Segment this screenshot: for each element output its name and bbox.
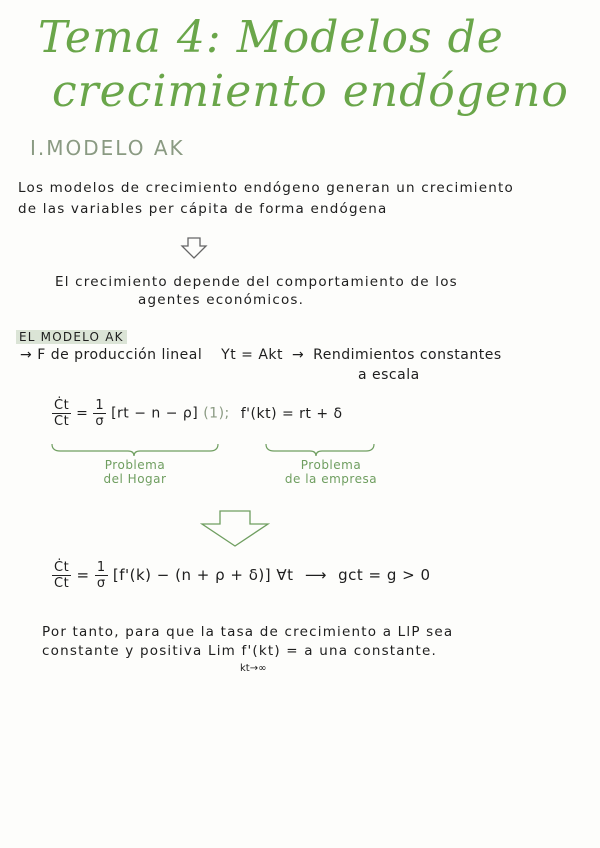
underbraces xyxy=(48,442,388,458)
euler-equation xyxy=(52,398,343,429)
euler-tag: (1); xyxy=(203,405,230,422)
result-equals: = xyxy=(76,566,90,584)
limit-subscript: kt→∞ xyxy=(240,663,267,674)
result-lhs-fraction xyxy=(52,560,71,591)
conclusion-line2: constante y positiva Lim f'(kt) = a una constante. xyxy=(42,643,438,659)
model-label-text: EL MODELO AK xyxy=(16,330,127,344)
arrow-icon: → xyxy=(20,347,33,363)
euler-bracket: [rt − n − ρ] xyxy=(111,405,199,422)
production-result: Rendimientos constantes xyxy=(313,347,502,363)
big-down-arrow-icon xyxy=(198,508,272,548)
down-arrow-icon xyxy=(180,236,208,260)
euler-lhs-den: Ct xyxy=(54,414,70,429)
euler-lhs-num: Ċt xyxy=(54,398,70,413)
result-bracket: [f'(k) − (n + ρ + δ)] ∀t xyxy=(112,566,294,584)
euler-coef-den: σ xyxy=(95,414,105,429)
empresa-label xyxy=(276,458,386,486)
page-title-line2: crecimiento endógeno xyxy=(52,66,569,117)
firm-condition: f'(kt) = rt + δ xyxy=(240,405,343,422)
production-text: F de producción lineal xyxy=(37,347,203,363)
production-formula: Yt = Akt xyxy=(221,347,284,363)
result-coef-den: σ xyxy=(96,576,106,591)
growth-rate: gct = g > 0 xyxy=(338,566,431,584)
section-heading: I.MODELO AK xyxy=(30,136,185,160)
result-arrow-icon: ⟶ xyxy=(304,566,327,584)
intro-line1: Los modelos de crecimiento endógeno generan un crecimiento xyxy=(18,180,514,196)
hogar-label-line2: del Hogar xyxy=(103,472,167,486)
result-lhs-den: Ct xyxy=(54,576,70,591)
result-equation xyxy=(52,560,431,591)
result-lhs-num: Ċt xyxy=(54,560,70,575)
conclusion-line1: Por tanto, para que la tasa de crecimiento a LlP sea xyxy=(42,624,454,640)
hogar-label xyxy=(90,458,180,486)
euler-coef-num: 1 xyxy=(95,398,105,413)
result-coef-num: 1 xyxy=(96,560,106,575)
production-result-line2: a escala xyxy=(358,367,420,383)
model-label xyxy=(16,330,127,344)
dependence-line2: agentes económicos. xyxy=(138,292,305,308)
empresa-label-line2: de la empresa xyxy=(284,472,378,486)
page-title-line1: Tema 4: Modelos de xyxy=(38,12,504,63)
intro-line2: de las variables per cápita de forma endógena xyxy=(18,201,388,217)
production-line xyxy=(20,347,502,363)
euler-coef-fraction xyxy=(93,398,106,429)
empresa-label-line1: Problema xyxy=(300,458,362,472)
result-coef-fraction xyxy=(95,560,108,591)
euler-lhs-fraction xyxy=(52,398,71,429)
arrow-icon-2: → xyxy=(291,347,305,363)
dependence-line1: El crecimiento depende del comportamiento de los xyxy=(55,274,458,290)
euler-equals: = xyxy=(76,405,89,422)
hogar-label-line1: Problema xyxy=(104,458,166,472)
